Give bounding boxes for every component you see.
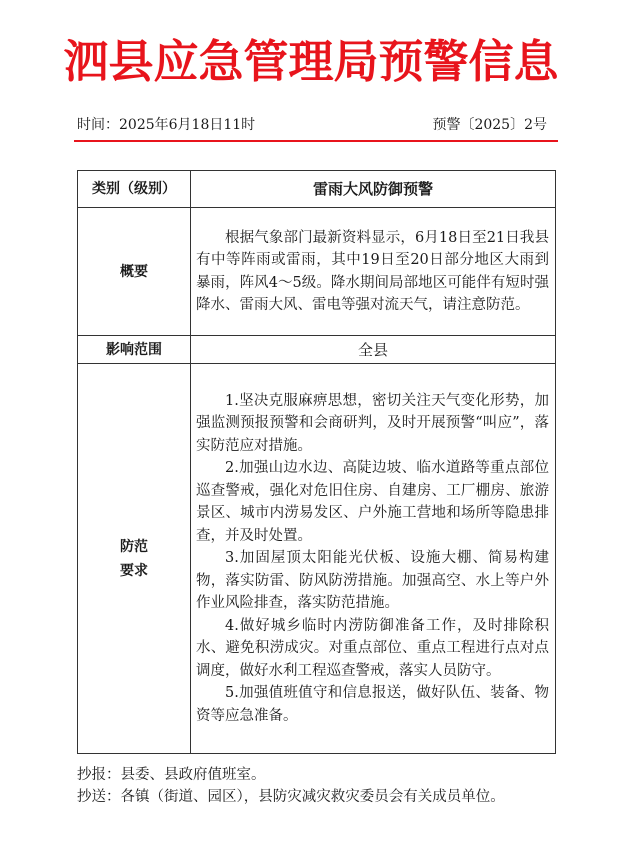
warning-table bbox=[77, 170, 556, 754]
report-to: 抄报：县委、县政府值班室。 bbox=[77, 767, 266, 783]
document-meta bbox=[77, 114, 547, 136]
issue-time: 时间：2025年6月18日11时 bbox=[77, 117, 256, 133]
red-divider bbox=[74, 140, 558, 142]
requirement-item-1: 1.坚决克服麻痹思想，密切关注天气变化形势，加强监测预报预警和会商研判，及时开展预警“叫应”，落实防范应对措施。 bbox=[196, 392, 549, 454]
summary-cell bbox=[191, 208, 556, 336]
requirement-item-3: 3.加固屋顶太阳能光伏板、设施大棚、简易构建物，落实防雷、防风防涝措施。加强高空、水上等户外作业风险排查，落实防范措施。 bbox=[196, 550, 549, 612]
summary-label: 概要 bbox=[78, 208, 191, 336]
document-title: 泗县应急管理局预警信息 bbox=[63, 35, 559, 88]
table-row-requirements bbox=[78, 364, 556, 754]
requirement-item-4: 4.做好城乡临时内涝防御准备工作，及时排除积水、避免积涝成灾。对重点部位、重点工程进行点对点调度，做好水利工程巡查警戒，落实人员防守。 bbox=[196, 617, 549, 679]
requirements-label-line2: 要求 bbox=[120, 562, 148, 579]
scope-label: 影响范围 bbox=[78, 336, 191, 364]
table-row-summary bbox=[78, 208, 556, 336]
requirement-item-2: 2.加强山边水边、高陡边坡、临水道路等重点部位巡查警戒，强化对危旧住房、自建房、工厂棚房、旅游景区、城市内涝易发区、户外施工营地和场所等隐患排查，并及时处置。 bbox=[196, 460, 549, 544]
distribution-footer bbox=[77, 764, 556, 808]
warning-type: 雷雨大风防御预警 bbox=[191, 171, 556, 208]
requirement-item-5: 5.加强值班值守和信息报送，做好队伍、装备、物资等应急准备。 bbox=[196, 685, 549, 724]
table-row-category bbox=[78, 171, 556, 208]
category-label: 类别（级别） bbox=[78, 171, 191, 208]
requirements-label-line1: 防范 bbox=[120, 538, 148, 555]
requirements-cell bbox=[191, 364, 556, 754]
table-row-scope bbox=[78, 336, 556, 364]
summary-text: 根据气象部门最新资料显示，6月18日至21日我县有中等阵雨或雷雨，其中19日至20日部分地区大雨到暴雨，阵风4～5级。降水期间局部地区可能伴有短时强降水、雷雨大风、雷电等强对流天气，请注意防范。 bbox=[196, 229, 549, 313]
document-number: 预警〔2025〕2号 bbox=[432, 117, 547, 133]
scope-value: 全县 bbox=[191, 336, 556, 364]
requirements-label bbox=[78, 364, 191, 754]
copy-to: 抄送：各镇（街道、园区），县防灾减灾救灾委员会有关成员单位。 bbox=[77, 789, 505, 805]
